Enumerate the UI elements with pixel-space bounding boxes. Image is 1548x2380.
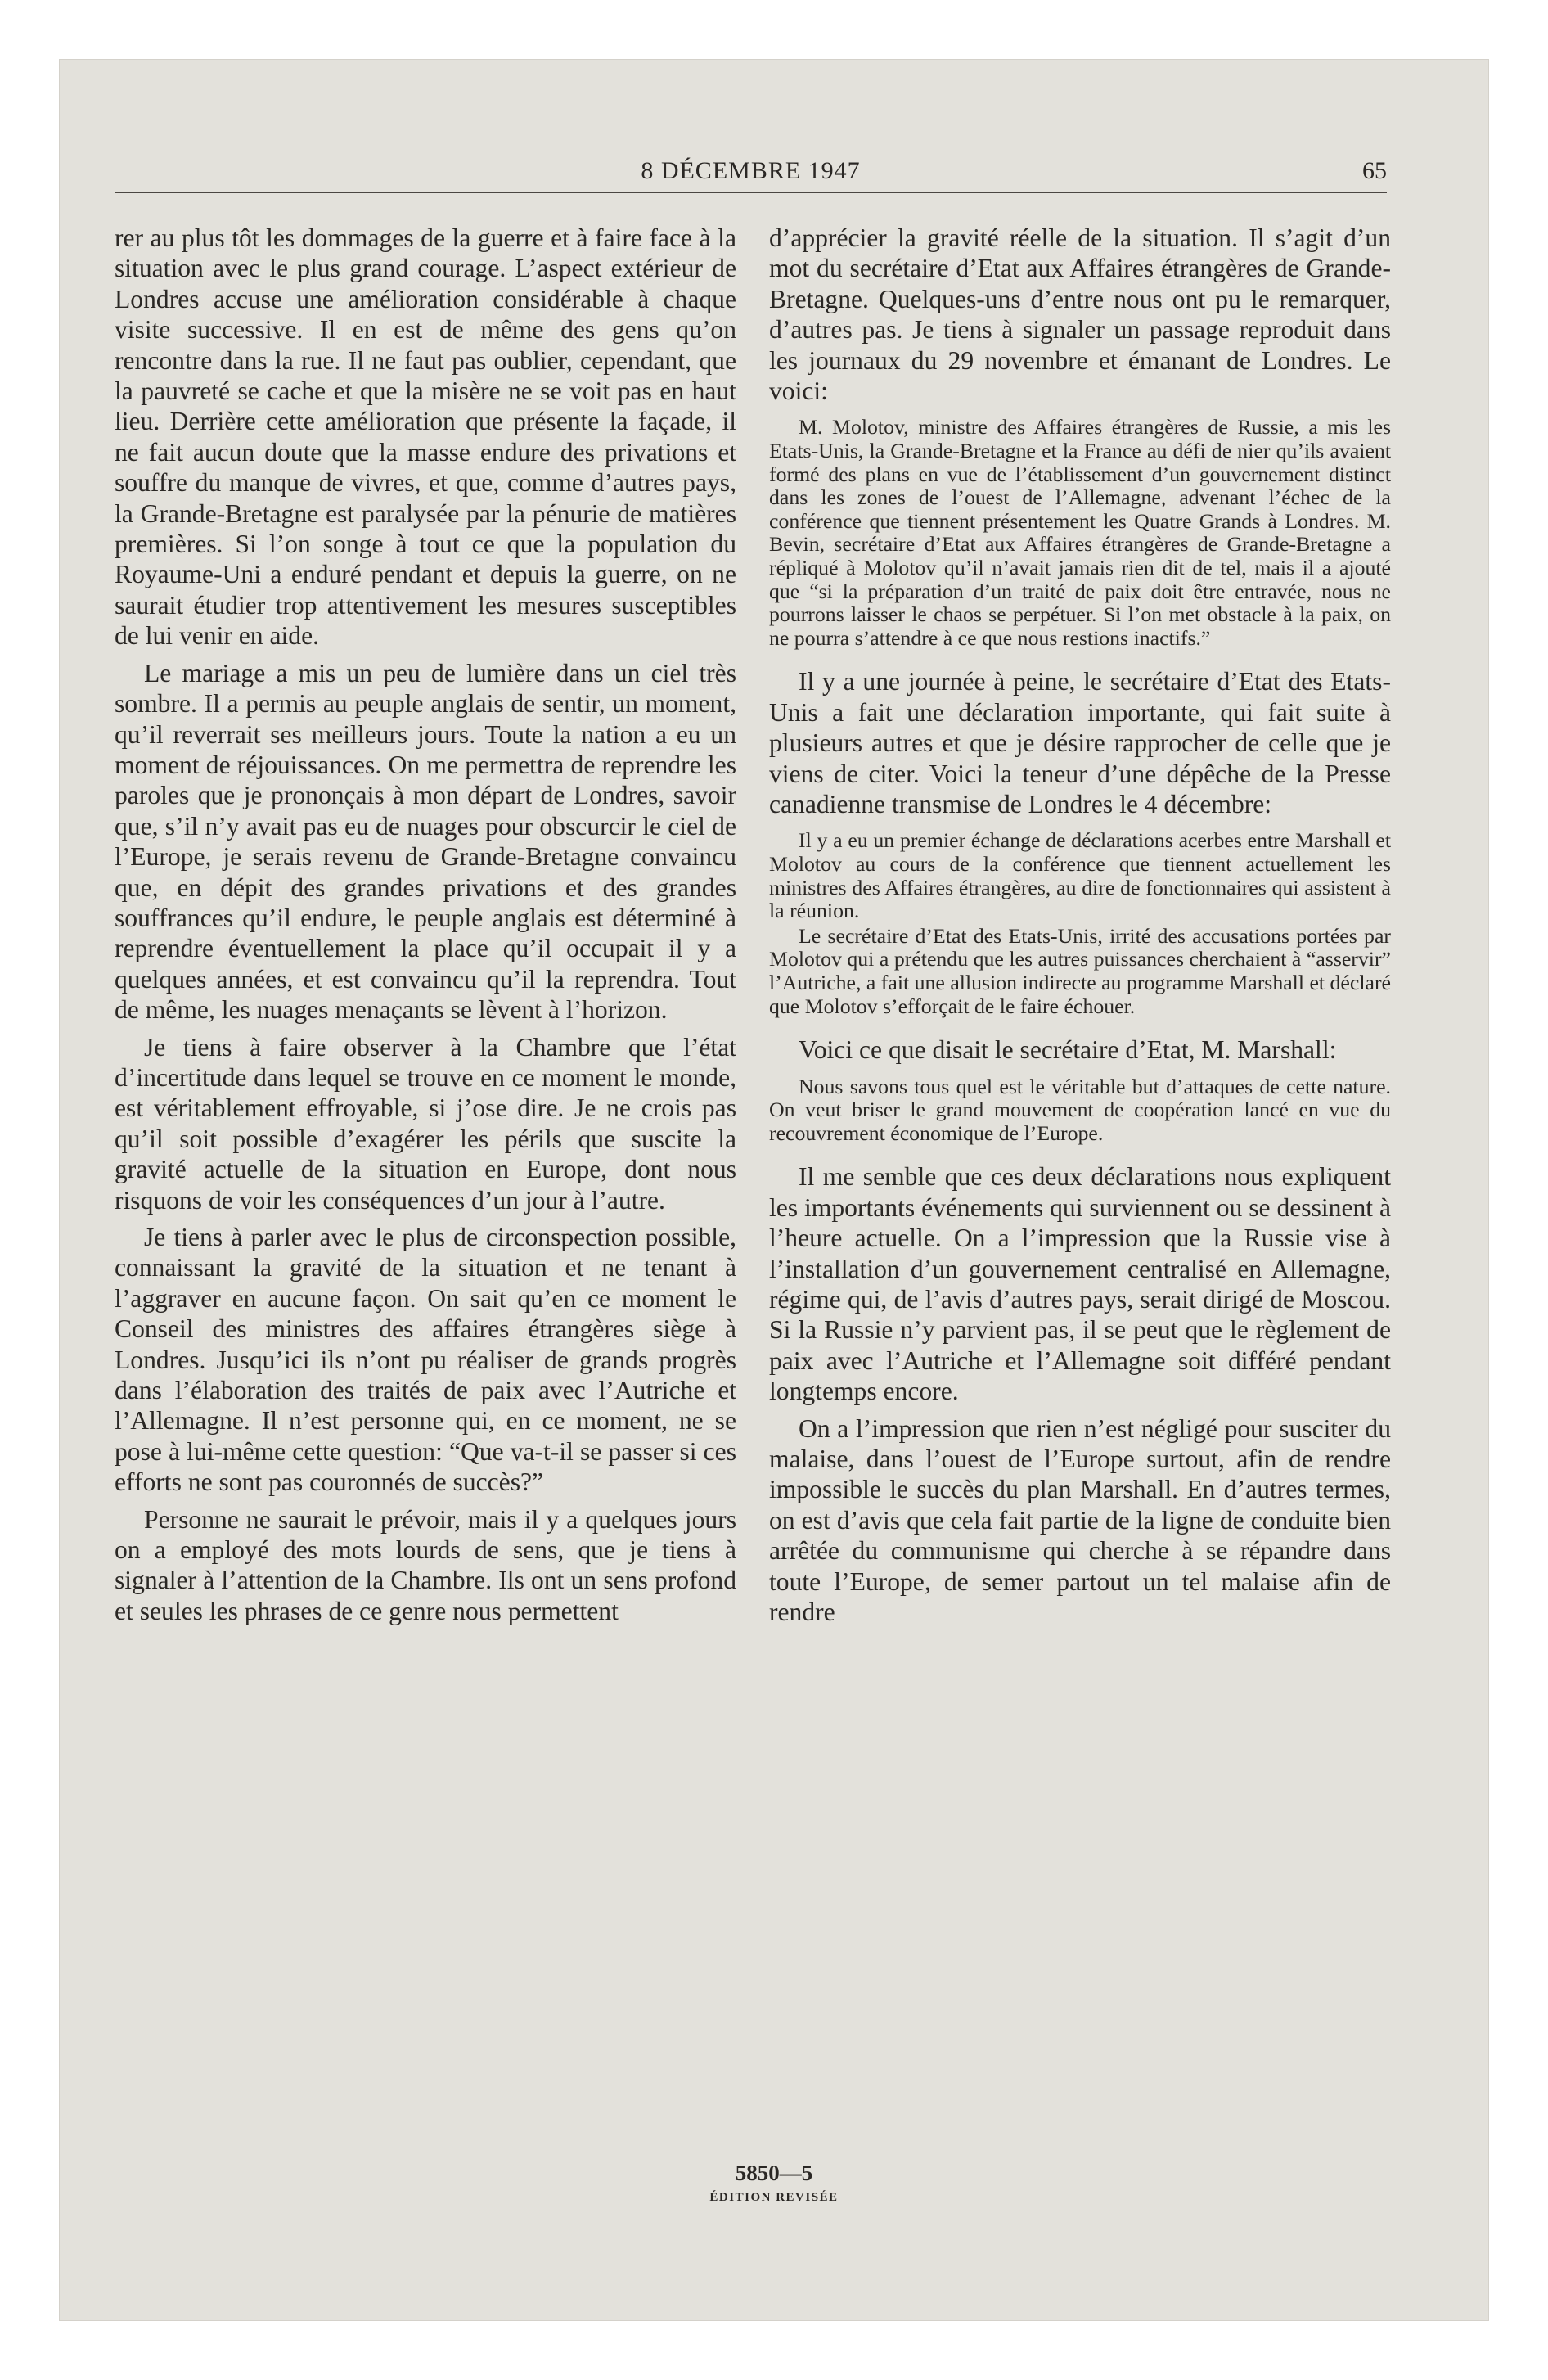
block-quote: M. Molotov, ministre des Affaires étrangères de Russie, a mis les Etats-Unis, la Grande-Bretagne et la France au défi de nier qu’ils avaient formé des plans en vue de l’établissement d’un gouvernement distinct dans les zones de l’ouest de l’Allemagne, advenant l’échec de la conférence que tiennent présentement les Quatre Grands à Londres. M. Bevin, secrétaire d’Etat aux Affaires étrangères de Grande-Bretagne a répliqué à Molotov qu’il n’avait jamais rien dit de tel, mais il a ajouté que “si la préparation d’un traité de paix doit être entravée, nous ne pourrons laisser le chaos se perpétuer. Si l’on met obstacle à la paix, on ne pourra s’attendre à ce que nous restions inactifs.” (769, 415, 1391, 650)
page-number: 65 (1362, 157, 1387, 184)
page-header (115, 156, 1387, 193)
paragraph: On a l’impression que rien n’est négligé pour susciter du malaise, dans l’ouest de l’Europe surtout, afin de rendre impossible le succès du plan Marshall. En d’autres termes, on est d’avis que cela fait partie de la ligne de conduite bien arrêtée du communisme qui cherche à se répandre dans toute l’Europe, de semer partout un tel malaise afin de rendre (769, 1413, 1391, 1627)
print-number: 5850—5 (735, 2161, 813, 2185)
left-column (115, 223, 736, 1626)
paragraph: Il me semble que ces deux déclarations nous expliquent les importants événements qui surviennent ou se dessinent à l’heure actuelle. On a l’impression que la Russie vise à l’installation d’un gouvernement centralisé en Allemagne, régime qui, de l’avis d’autres pays, serait dirigé de Moscou. Si la Russie n’y parvient pas, il se peut que le règlement de paix avec l’Autriche et l’Allemagne soit différé pendant longtemps encore. (769, 1162, 1391, 1406)
page-footer (0, 2161, 1548, 2205)
paragraph: Personne ne saurait le prévoir, mais il y a quelques jours on a employé des mots lourds de sens, que je tiens à signaler à l’attention de la Chambre. Ils ont un sens profond et seules les phrases de ce genre nous permettent (115, 1504, 736, 1625)
paragraph: d’apprécier la gravité réelle de la situation. Il s’agit d’un mot du secrétaire d’Etat aux Affaires étrangères de Grande-Bretagne. Quelques-uns d’entre nous ont pu le remarquer, d’autres pas. Je tiens à signaler un passage reproduit dans les journaux du 29 novembre et émanant de Londres. Le voici: (769, 223, 1391, 406)
block-quote: Il y a eu un premier échange de déclarations acerbes entre Marshall et Molotov au cours de la conférence que tiennent actuellement les ministres des Affaires étrangères, au dire de fonctionnaires qui assistent à la réunion. (769, 828, 1391, 923)
paragraph: Le mariage a mis un peu de lumière dans un ciel très sombre. Il a permis au peuple anglais de sentir, un moment, qu’il reverrait ses meilleurs jours. Toute la nation a eu un moment de réjouissances. On me permettra de reprendre les paroles que je prononçais à mon départ de Londres, savoir que, s’il n’y avait pas eu de nuages pour obscurcir le ciel de l’Europe, je serais revenu de Grande-Bretagne convaincu que, en dépit des grandes privations et des grandes souffrances qu’il endure, le peuple anglais est déterminé à reprendre éventuellement la place qu’il occupait il y a quelques années, et est convaincu qu’il la reprendra. Tout de même, les nuages menaçants se lèvent à l’horizon. (115, 658, 736, 1025)
paragraph: Voici ce que disait le secrétaire d’Etat, M. Marshall: (799, 1035, 1337, 1065)
paragraph: Je tiens à parler avec le plus de circonspection possible, connaissant la gravité de la situation et ne tenant à l’aggraver en aucune façon. On sait qu’en ce moment le Conseil des ministres des affaires étrangères siège à Londres. Jusqu’ici ils n’ont pu réaliser de grands progrès dans l’élaboration des traités de paix avec l’Autriche et l’Allemagne. Il n’est personne qui, en ce moment, ne se pose à lui-même cette question: “Que va-t-il se passer si ces efforts ne sont pas couronnés de succès?” (115, 1223, 736, 1497)
header-date: 8 DÉCEMBRE 1947 (641, 157, 861, 184)
edition-label: ÉDITION REVISÉE (709, 2191, 839, 2204)
right-column (769, 223, 1391, 1627)
paragraph: Je tiens à faire observer à la Chambre que l’état d’incertitude dans lequel se trouve en ce moment le monde, est véritablement effroyable, si j’ose dire. Je ne crois pas qu’il soit possible d’exagérer les périls que suscite la gravité actuelle de la situation en Europe, dont nous risquons de voir les conséquences d’un jour à l’autre. (115, 1032, 736, 1215)
block-quote: Le secrétaire d’Etat des Etats-Unis, irrité des accusations portées par Molotov qui a prétendu que les autres puissances cherchaient à “asservir” l’Autriche, a fait une allusion indirecte au programme Marshall et déclaré que Molotov s’efforçait de le faire échouer. (769, 923, 1391, 1018)
paragraph: Il y a une journée à peine, le secrétaire d’Etat des Etats-Unis a fait une déclaration importante, qui fait suite à plusieurs autres et que je désire rapprocher de celle que je viens de citer. Voici la teneur d’une dépêche de la Presse canadienne transmise de Londres le 4 décembre: (769, 667, 1391, 818)
paragraph: rer au plus tôt les dommages de la guerre et à faire face à la situation avec le plus grand courage. L’aspect extérieur de Londres accuse une amélioration considérable à chaque visite successive. Il en est de même des gens qu’on rencontre dans la rue. Il ne faut pas oublier, cependant, que la pauvreté se cache et que la misère ne se voit pas en haut lieu. Derrière cette amélioration que présente la façade, il ne fait aucun doute que la masse endure des privations et souffre du manque de vivres, et que, comme d’autres pays, la Grande-Bretagne est paralysée par la pénurie de matières premières. Si l’on songe à tout ce que la population du Royaume-Uni a enduré pendant et depuis la guerre, on ne saurait étudier trop attentivement les mesures susceptibles de lui venir en aide. (115, 223, 736, 651)
block-quote: Nous savons tous quel est le véritable but d’attaques de cette nature. On veut briser le grand mouvement de coopération lancé en vue du recouvrement économique de l’Europe. (769, 1074, 1391, 1145)
